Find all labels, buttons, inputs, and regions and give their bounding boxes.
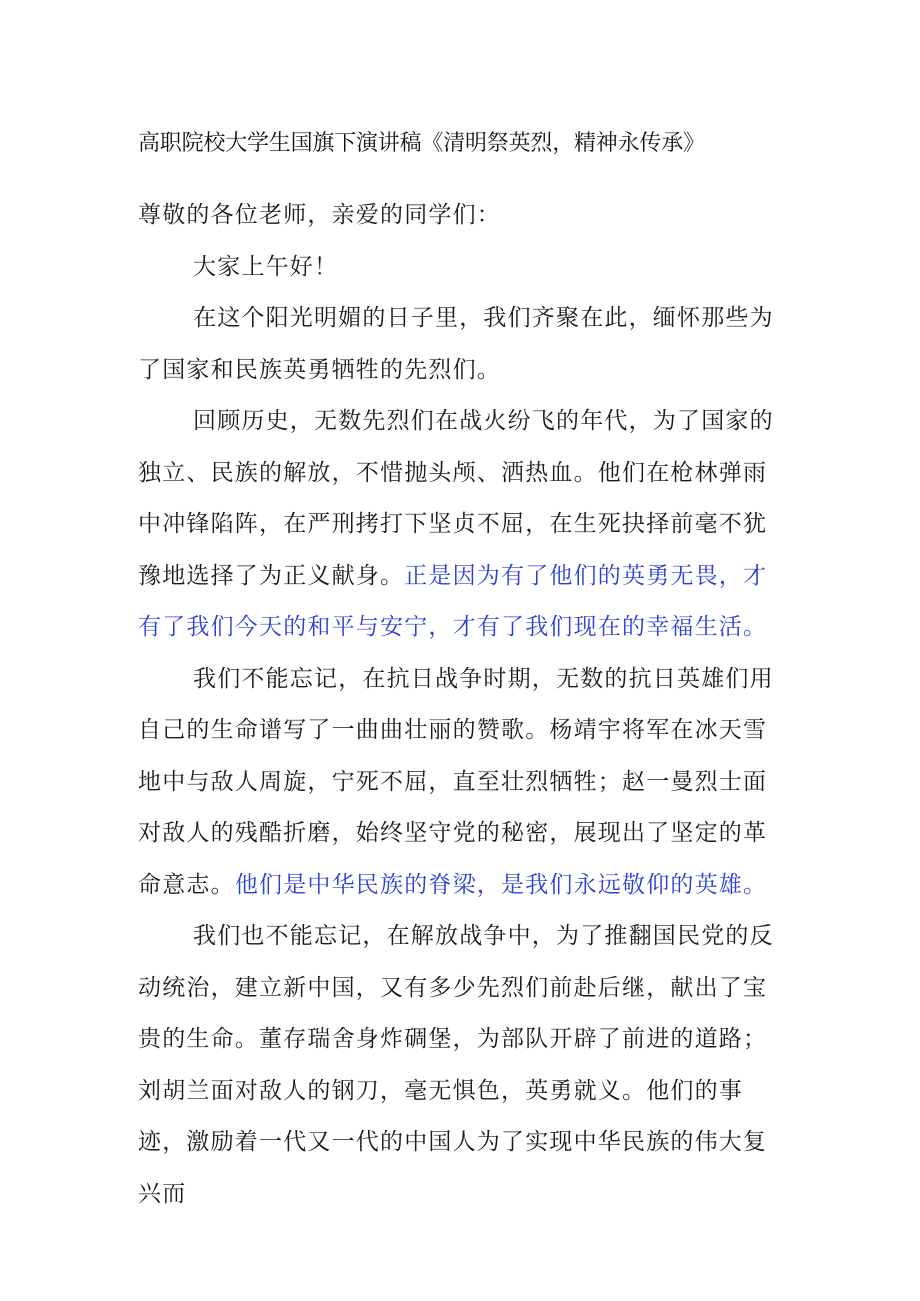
paragraph-4 bbox=[138, 911, 788, 1220]
paragraph-text: 回顾历史，无数先烈们在战火纷飞的年代，为了国家的独立、民族的解放，不惜抛头颅、洒热血。他们在枪林弹雨中冲锋陷阵，在严刑拷打下坚贞不屈，在生死抉择前毫不犹豫地选择了为正义献身。 bbox=[138, 408, 774, 589]
salutation: 尊敬的各位老师，亲爱的同学们： bbox=[138, 202, 501, 228]
document-title: 高职院校大学生国旗下演讲稿《清明祭英烈，精神永传承》 bbox=[138, 131, 705, 156]
paragraph-3 bbox=[138, 654, 788, 912]
paragraph-1 bbox=[138, 293, 788, 396]
paragraph-2 bbox=[138, 396, 788, 654]
paragraph-text: 在这个阳光明媚的日子里，我们齐聚在此，缅怀那些为了国家和民族英勇牺牲的先烈们。 bbox=[138, 305, 774, 383]
greeting: 大家上午好！ bbox=[193, 253, 339, 280]
paragraph-text: 我们也不能忘记，在解放战争中，为了推翻国民党的反动统治，建立新中国，又有多少先烈们前赴后继，献出了宝贵的生命。董存瑞舍身炸碉堡，为部队开辟了前进的道路；刘胡兰面对敌人的钢刀，毫无惧色，英勇就义。他们的事迹，激励着一代又一代的中国人为了实现中华民族的伟大复兴而 bbox=[138, 923, 774, 1207]
document-body bbox=[138, 190, 788, 1220]
highlighted-sentence: 他们是中华民族的脊梁，是我们永远敬仰的英雄。 bbox=[234, 871, 768, 898]
paragraph-text: 我们不能忘记，在抗日战争时期，无数的抗日英雄们用自己的生命谱写了一曲曲壮丽的赞歌。杨靖宇将军在冰天雪地中与敌人周旋，宁死不屈，直至壮烈牺牲；赵一曼烈士面对敌人的残酷折磨，始终坚守党的秘密，展现出了坚定的革命意志。 bbox=[138, 665, 774, 898]
highlighted-sentence: 正是因为有了他们的英勇无畏，才有了我们今天的和平与安宁，才有了我们现在的幸福生活。 bbox=[138, 562, 768, 640]
